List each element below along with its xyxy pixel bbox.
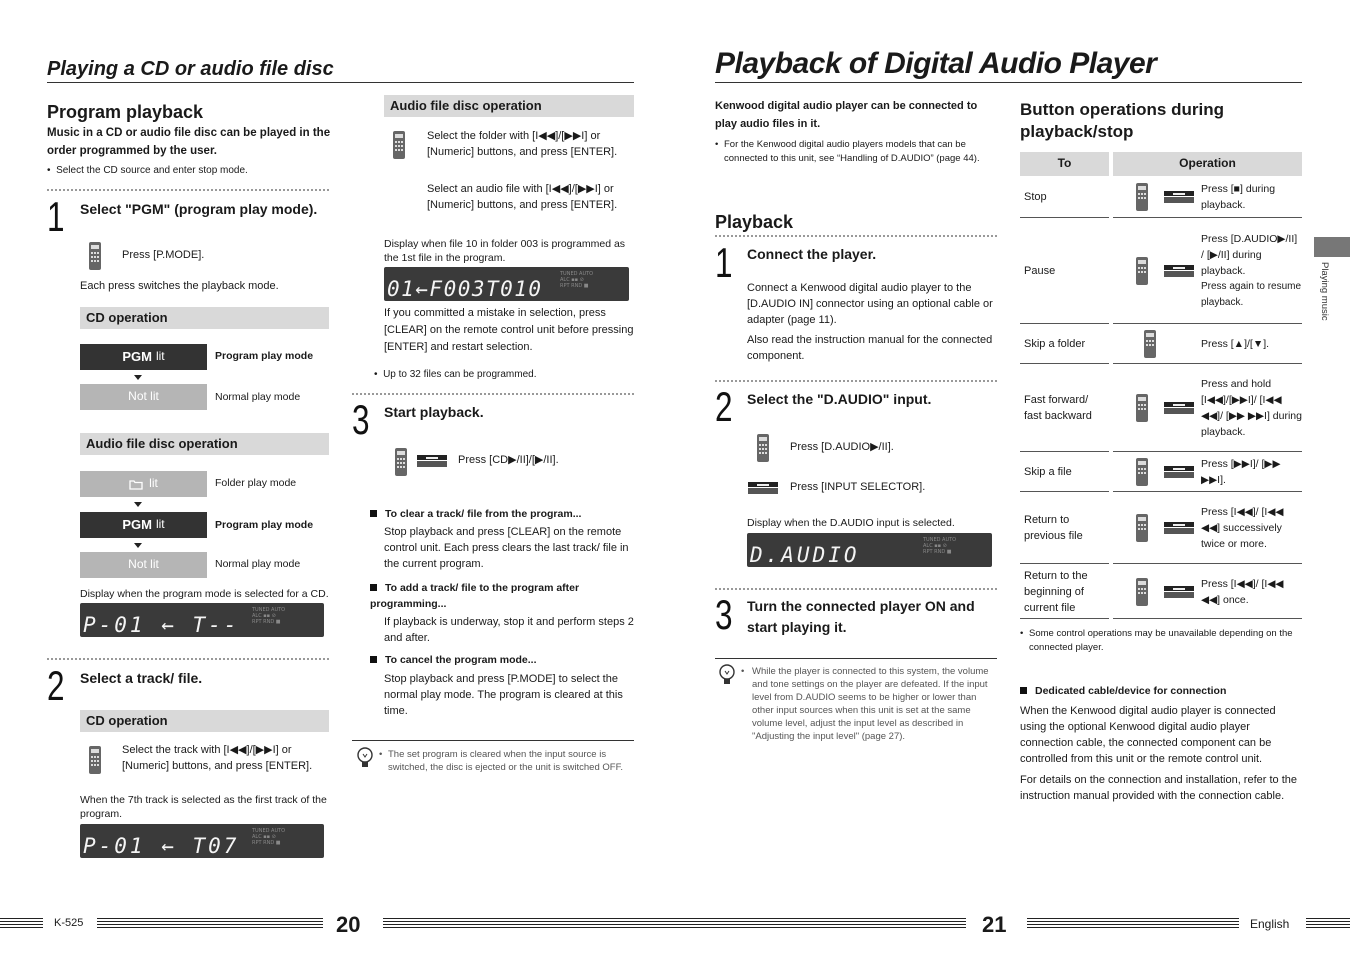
square-bullet-icon [370, 656, 377, 663]
intro-text: Kenwood digital audio player can be connected to play audio files in it. [715, 100, 978, 130]
step-number: 2 [715, 383, 733, 430]
remote-control-icon [1133, 577, 1151, 607]
main-unit-icon [1163, 521, 1195, 535]
not-lit-indicator: Not lit [80, 384, 207, 410]
tip-rule [715, 658, 997, 659]
step-title: Turn the connected player ON and start playing it. [747, 598, 975, 635]
step-instruction: Press [INPUT SELECTOR]. [790, 481, 926, 493]
row-operation [1201, 452, 1302, 492]
lcd-text: D.AUDIO [750, 543, 860, 567]
subhead: To add a track/ file to the program after programming... [370, 582, 580, 610]
row-action: Pause [1024, 265, 1056, 277]
step-title: Select "PGM" (program play mode). [80, 201, 318, 217]
operation-text: Press again to resume playback. [1201, 281, 1302, 308]
row-action: Skip a folder [1024, 338, 1086, 350]
step-number: 1 [47, 193, 65, 240]
lcd-text: P-01 ← T-- [83, 613, 240, 637]
lcd-indicators: TUNED AUTO ALC ▪▪ ⊘ RPT RND ■ [252, 607, 286, 625]
subhead-body: When the Kenwood digital audio player is connected using the optional Kenwood digital audio player connection cable, the connected component can be controlled from this unit or the remote control unit. [1020, 705, 1276, 765]
step-divider [47, 189, 329, 191]
operation-text: Press [▶▶I]/ [▶▶ ▶▶I]. [1201, 458, 1281, 486]
pgm-lit-indicator: PGM lit [80, 512, 207, 538]
footer-lines [97, 918, 323, 929]
row-operation [1201, 176, 1302, 218]
remote-control-icon [392, 447, 410, 477]
not-lit-indicator: Not lit [80, 552, 207, 578]
step-divider [352, 393, 634, 395]
lightbulb-tip-icon [354, 745, 376, 771]
program-title: Program playback [47, 102, 204, 122]
lcd-display [747, 533, 992, 567]
step-instruction: Select the folder with [I◀◀]/[▶▶I] or [Numeric] buttons, and press [ENTER]. [427, 130, 618, 158]
remote-control-icon [1133, 457, 1151, 487]
step-title: Start playback. [384, 404, 484, 420]
row-action: Return to previous file [1024, 514, 1083, 542]
operation-text: Press [■] during playback. [1201, 183, 1276, 211]
footer-lines [383, 918, 966, 929]
step-title: Select a track/ file. [80, 670, 203, 686]
tip-text: The set program is cleared when the input source is switched, the disc is ejected or the unit is switched OFF. [388, 749, 623, 773]
operation-text: Press [▲]/[▼]. [1201, 338, 1270, 350]
square-bullet-icon [370, 510, 377, 517]
display-caption: Display when file 10 in folder 003 is programmed as the 1st file in the program. [384, 238, 626, 264]
step-instruction: Press [P.MODE]. [122, 249, 205, 261]
page-number-left: 20 [336, 912, 361, 937]
language-label: English [1250, 917, 1290, 931]
mode-label: Program play mode [215, 350, 314, 362]
bullet-note: • Up to 32 files can be programmed. [374, 369, 537, 380]
folder-lit-indicator: lit [80, 471, 207, 497]
subhead-body: Stop playback and press [CLEAR] on the remote control unit. Each press clears the last track/ file in the current program. [384, 526, 629, 570]
step-number: 3 [352, 396, 370, 443]
lcd-display [80, 603, 324, 637]
program-note: • Select the CD source and enter stop mode. [47, 165, 248, 176]
folder-icon [129, 479, 143, 490]
step-divider [47, 658, 329, 660]
main-unit-icon [1163, 264, 1195, 278]
subhead: To clear a track/ file from the program... [370, 507, 581, 522]
step-number: 3 [715, 591, 733, 638]
step-instruction: Press [CD▶/II]/[▶/II]. [458, 454, 559, 466]
display-caption: When the 7th track is selected as the first track of the program. [80, 794, 327, 820]
lcd-indicators: TUNED AUTO ALC ▪▪ ⊘ RPT RND ■ [252, 828, 286, 846]
remote-control-icon [1133, 182, 1151, 212]
subhead: Dedicated cable/device for connection [1020, 684, 1226, 699]
row-operation [1201, 218, 1302, 324]
remote-control-icon [86, 745, 104, 775]
operation-text: Press [D.AUDIO▶/II] / [▶/II] during playback. [1201, 233, 1298, 277]
arrow-down-icon [134, 502, 142, 507]
step-number: 1 [715, 239, 733, 286]
bullet-dot: • [715, 139, 719, 150]
bullet-dot: • [1020, 628, 1024, 639]
step-divider [715, 380, 997, 382]
table-row [1020, 176, 1302, 218]
subhead-body: Stop playback and press [P.MODE] to select the normal play mode. The program is cleared at this time. [384, 673, 623, 717]
step-instruction: Select an audio file with [I◀◀]/[▶▶I] or [Numeric] buttons, and press [ENTER]. [427, 183, 618, 211]
step-note: If you committed a mistake in selection, press [CLEAR] on the remote control unit before pressing [ENTER] and restart selection. [384, 307, 634, 353]
title-rule [715, 82, 1302, 83]
row-operation [1201, 492, 1302, 564]
operation-text: Press [I◀◀]/ [I◀◀ ◀◀] successively twice or more. [1201, 506, 1284, 550]
subhead-body: If playback is underway, stop it and perform steps 2 and after. [384, 616, 634, 644]
display-caption: Display when the program mode is selected for a CD. [80, 588, 329, 600]
program-intro: Music in a CD or audio file disc can be played in the order programmed by the user. [47, 127, 331, 157]
step-divider [715, 588, 997, 590]
pgm-lit-indicator: PGM lit [80, 344, 207, 370]
operations-table [1020, 176, 1302, 619]
row-action: Fast forward/ fast backward [1024, 394, 1092, 422]
operation-text: Press and hold [I◀◀]/[▶▶I]/ [I◀◀ ◀◀]/ [▶▶ ▶▶I] during playback. [1201, 378, 1302, 438]
row-action: Stop [1024, 191, 1047, 203]
remote-control-icon [754, 433, 772, 463]
table-row [1020, 564, 1302, 619]
row-action: Skip a file [1024, 466, 1072, 478]
main-unit-icon [1163, 465, 1195, 479]
table-row [1020, 492, 1302, 564]
step-number: 2 [47, 662, 65, 709]
footer-lines [0, 918, 43, 929]
lcd-indicators: TUNED AUTO ALC ▪▪ ⊘ RPT RND ■ [923, 537, 957, 555]
operation-text: Press [I◀◀]/ [I◀◀ ◀◀] once. [1201, 577, 1284, 606]
step-body: Connect a Kenwood digital audio player to the [D.AUDIO IN] connector using an optional cable or adapter (page 11). [747, 282, 993, 326]
lightbulb-tip-icon [716, 662, 738, 688]
arrow-down-icon [134, 543, 142, 548]
mode-label: Folder play mode [215, 477, 297, 489]
subhead-body: For details on the connection and installation, refer to the instruction manual provided with the connection cable. [1020, 774, 1298, 802]
step-title: Select the "D.AUDIO" input. [747, 391, 932, 407]
table-header-operation: Operation [1113, 152, 1302, 176]
section-title: Playing a CD or audio file disc [47, 58, 334, 80]
main-unit-icon [416, 454, 448, 468]
display-caption: Display when the D.AUDIO input is selected. [747, 517, 955, 529]
step-instruction: Select the track with [I◀◀]/[▶▶I] or [Numeric] buttons, and press [ENTER]. [122, 744, 313, 772]
side-tab [1314, 237, 1350, 257]
mode-label: Normal play mode [215, 391, 301, 403]
footer-lines [1306, 918, 1350, 929]
playback-title: Playback [715, 212, 794, 232]
row-operation [1201, 324, 1302, 364]
page-number-right: 21 [982, 912, 1007, 937]
table-row [1020, 324, 1302, 364]
remote-control-icon [390, 130, 408, 160]
step-title: Connect the player. [747, 246, 877, 262]
mode-label: Normal play mode [215, 558, 301, 570]
step-body: Also read the instruction manual for the connected component. [747, 334, 993, 362]
square-bullet-icon [1020, 687, 1027, 694]
table-note: Some control operations may be unavailable depending on the connected player. [1029, 628, 1293, 653]
main-unit-icon [1163, 190, 1195, 204]
mode-label: Program play mode [215, 519, 314, 531]
section-rule [47, 82, 634, 83]
main-unit-icon [1163, 585, 1195, 599]
intro-note: For the Kenwood digital audio players models that can be connected to this unit, see “Handling of D.AUDIO” (page 44). [724, 139, 980, 164]
remote-control-icon [1133, 256, 1151, 286]
lcd-display [384, 267, 629, 301]
audio-operation-header: Audio file disc operation [80, 433, 329, 455]
remote-control-icon [1141, 329, 1159, 359]
table-row [1020, 364, 1302, 452]
tip-text: While the player is connected to this system, the volume and tone settings on the player are defeated. If the input level from D.AUDIO seems to be higher or lower than other input sources when this unit is set at the same volume level, adjust the input level as described in "Adjusting the input level" (page 27). [752, 666, 989, 742]
row-action: Return to the beginning of current file [1024, 569, 1088, 614]
cd-operation-header: CD operation [80, 307, 329, 329]
step-divider [715, 235, 997, 237]
side-tab-label: Playing music [1319, 262, 1330, 321]
audio-operation-header: Audio file disc operation [384, 95, 634, 117]
lcd-display [80, 824, 324, 858]
lcd-text: P-01 ← T07 [83, 834, 240, 858]
lcd-indicators: TUNED AUTO ALC ▪▪ ⊘ RPT RND ■ [560, 271, 594, 289]
remote-control-icon [1133, 393, 1151, 423]
table-row [1020, 452, 1302, 492]
table-row [1020, 218, 1302, 324]
button-ops-title: Button operations during playback/stop [1020, 100, 1224, 141]
remote-control-icon [1133, 513, 1151, 543]
bullet-dot: • [379, 749, 383, 760]
model-name: K-525 [54, 917, 84, 929]
subhead: To cancel the program mode... [370, 653, 537, 668]
row-operation [1201, 564, 1302, 619]
table-header-to: To [1020, 152, 1109, 176]
footer-lines [1027, 918, 1239, 929]
tip-rule [352, 740, 634, 741]
main-title: Playback of Digital Audio Player [715, 47, 1157, 80]
remote-control-icon [86, 241, 104, 271]
square-bullet-icon [370, 584, 377, 591]
step-note: Each press switches the playback mode. [80, 280, 279, 292]
cd-operation-header: CD operation [80, 710, 329, 732]
row-operation [1201, 364, 1302, 452]
lcd-text: 01←F003T010 [387, 277, 543, 301]
step-instruction: Press [D.AUDIO▶/II]. [790, 441, 894, 453]
bullet-dot: • [741, 666, 745, 677]
main-unit-icon [1163, 401, 1195, 415]
main-unit-icon [747, 481, 779, 495]
arrow-down-icon [134, 375, 142, 380]
